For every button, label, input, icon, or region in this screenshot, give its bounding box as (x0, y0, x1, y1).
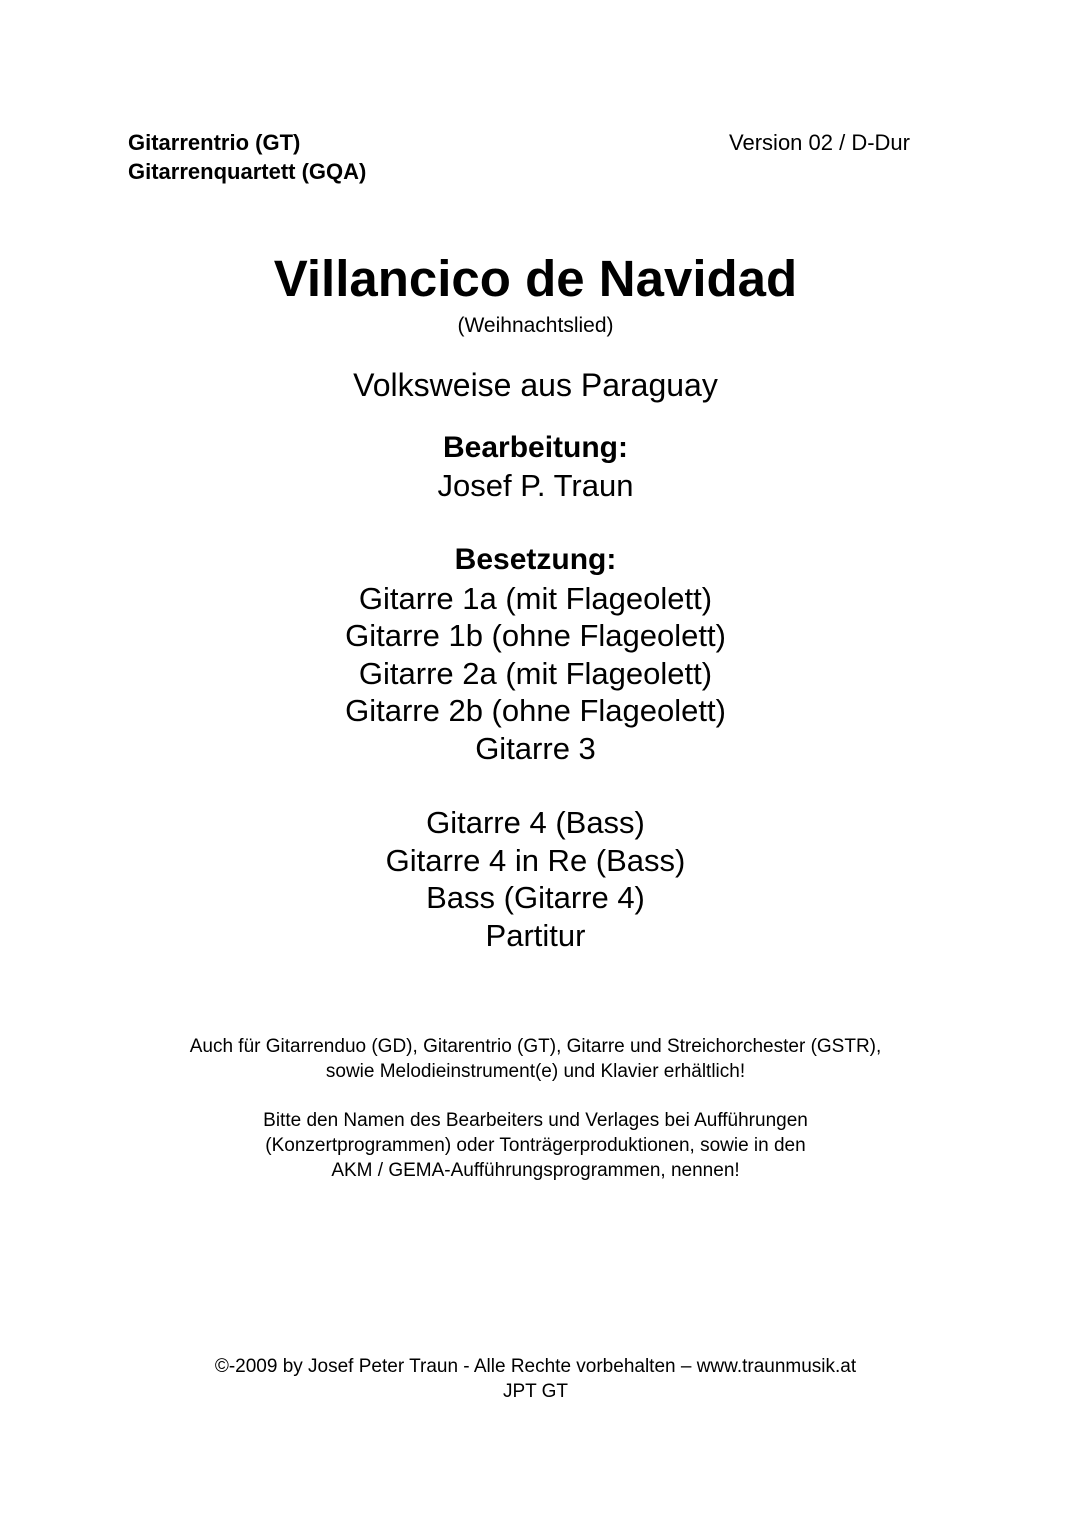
instrument-item: Partitur (485, 917, 586, 953)
instrument-item: Gitarre 1a (mit Flageolett) (358, 581, 713, 616)
ensemble-block (128, 128, 366, 186)
copyright-line: ©-2009 by Josef Peter Traun - Alle Rechte vorbehalten – www.traunmusik.at (214, 1356, 857, 1377)
arranger-name: Josef P. Traun (437, 468, 634, 503)
note-line: sowie Melodieinstrument(e) und Klavier erhältlich! (325, 1061, 746, 1082)
instrument-item: Gitarre 2a (mit Flageolett) (358, 655, 713, 691)
instrument-item: Gitarre 4 (Bass) (426, 805, 645, 841)
origin-line: Volksweise aus Paraguay (353, 367, 718, 403)
instrumentation-heading: Besetzung: (454, 543, 617, 576)
catalog-code: JPT GT (502, 1381, 569, 1402)
note-line: AKM / GEMA-Aufführungsprogrammen, nennen! (331, 1160, 740, 1181)
instrumentation-list (0, 580, 1071, 954)
credit-request-note (0, 1108, 1071, 1183)
note-line: Bitte den Namen des Bearbeiters und Verlages bei Aufführungen (263, 1110, 808, 1131)
page-title: Villancico de Navidad (273, 250, 798, 307)
note-line: (Konzertprogrammen) oder Tonträgerproduktionen, sowie in den (265, 1135, 806, 1156)
page-subtitle: (Weihnachtslied) (457, 314, 614, 337)
version-label: Version 02 / D-Dur (729, 130, 910, 155)
instrument-item: Gitarre 3 (475, 730, 596, 766)
list-spacer (0, 767, 1071, 804)
instrument-item: Gitarre 2b (ohne Flageolett) (345, 693, 726, 729)
footer (0, 1354, 1071, 1404)
arrangement-heading: Bearbeitung: (442, 431, 628, 464)
instrument-item: Gitarre 1b (ohne Flageolett) (345, 618, 726, 654)
note-line: Auch für Gitarrenduo (GD), Gitarentrio (GT), Gitarre und Streichorchester (GSTR), (189, 1036, 882, 1057)
ensemble-quartet-label: Gitarrenquartett (GQA) (128, 159, 367, 184)
instrument-item: Bass (Gitarre 4) (426, 880, 645, 916)
instrument-item: Gitarre 4 in Re (Bass) (385, 842, 686, 878)
ensemble-trio-label: Gitarrentrio (GT) (128, 130, 301, 155)
availability-note (0, 1034, 1071, 1084)
